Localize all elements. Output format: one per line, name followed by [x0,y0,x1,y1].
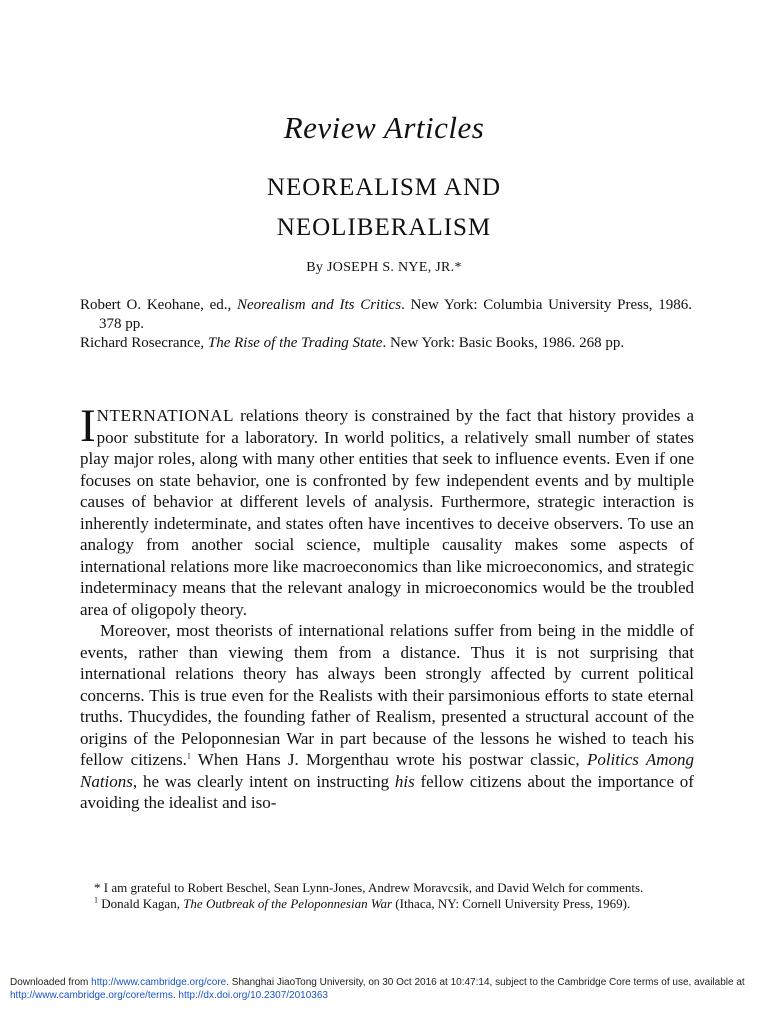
drop-cap: I [80,400,96,452]
body-paragraph-1: INTERNATIONAL relations theory is constrained by the fact that history provides a poor substitute for a laboratory. In world politics, a relatively small number of states play major roles, along with many other entities that seek to influence events. Even if one focuses on state behavior, one is confronted by few independent events and by multiple causes of behavior at different levels of analysis. Furthermore, strategic interaction is inherently indeterminate, and states often have incentives to deceive observers. To use an analogy from another social science, multiple causality makes some aspects of international relations more like macroeconomics than like microeconomics, and strategic indeterminacy means that the relevant analogy in microeconomics would be the troubled area of oligopoly theory. [80,400,694,619]
reviewed-work-title: Neorealism and Its Critics [236,297,402,313]
article-body [80,400,694,814]
reviewed-works-list [80,296,692,353]
footnotes [80,880,694,911]
book-title: Politics Among Nations [80,750,694,791]
author-byline: By JOSEPH S. NYE, JR.* [306,260,462,275]
body-paragraph-2: Moreover, most theorists of international relations suffer from being in the middle of events, rather than viewing them from a distance. Thus it is not surprising that international relations theory has always been strongly affected by current political concerns. This is true even for the Realists with their parsimonious efforts to state eternal truths. Thucydides, the founding father of Realism, presented a structural account of the origins of the Peloponnesian War in part because of the lessons he wished to teach his fellow citizens.$^1$ When Hans J. Morgenthau wrote his postwar classic, Politics Among Nations, he was clearly intent on instructing his fellow citizens about the importance of avoiding the idealist and iso- [80,621,694,812]
article-title-line-1: NEOREALISM AND [266,174,502,201]
footnote-acknowledgment: * I am grateful to Robert Beschel, Sean Lynn-Jones, Andrew Moravcsik, and David Welch for comments. [94,880,644,895]
footnote-1: $^1$ Donald Kagan, The Outbreak of the Peloponnesian War (Ithaca, NY: Cornell University Press, 1969). [94,895,631,911]
doi-link[interactable]: http://dx.doi.org/10.2307/2010363 [178,990,328,1001]
cambridge-core-link[interactable]: http://www.cambridge.org/core [91,977,227,988]
footnote-book-title: The Outbreak of the Peloponnesian War [183,895,393,911]
section-title: Review Articles [283,110,485,145]
reviewed-work-entry: Robert O. Keohane, ed., Neorealism and Its Critics. New York: Columbia University Press, 1986. 378 pp. [80,297,693,332]
article-title-line-2: NEOLIBERALISM [276,214,492,241]
article-title [0,168,768,248]
footnote-reference[interactable]: 1 [186,751,191,761]
download-notice: Downloaded from http://www.cambridge.org/core. Shanghai JiaoTong University, on 30 Oct 2016 at 10:47:14, subject to the Cambridge Core terms of use, available at http://www.cambridge.org/core/terms. http://dx.doi.org/10.2307/2010363 [10,977,745,1001]
emphasized-word: his [394,771,415,791]
reviewed-work-title: The Rise of the Trading State [207,335,383,351]
terms-link[interactable]: http://www.cambridge.org/core/terms [10,990,173,1001]
reviewed-work-entry: Richard Rosecrance, The Rise of the Trading State. New York: Basic Books, 1986. 268 pp. [80,335,625,351]
